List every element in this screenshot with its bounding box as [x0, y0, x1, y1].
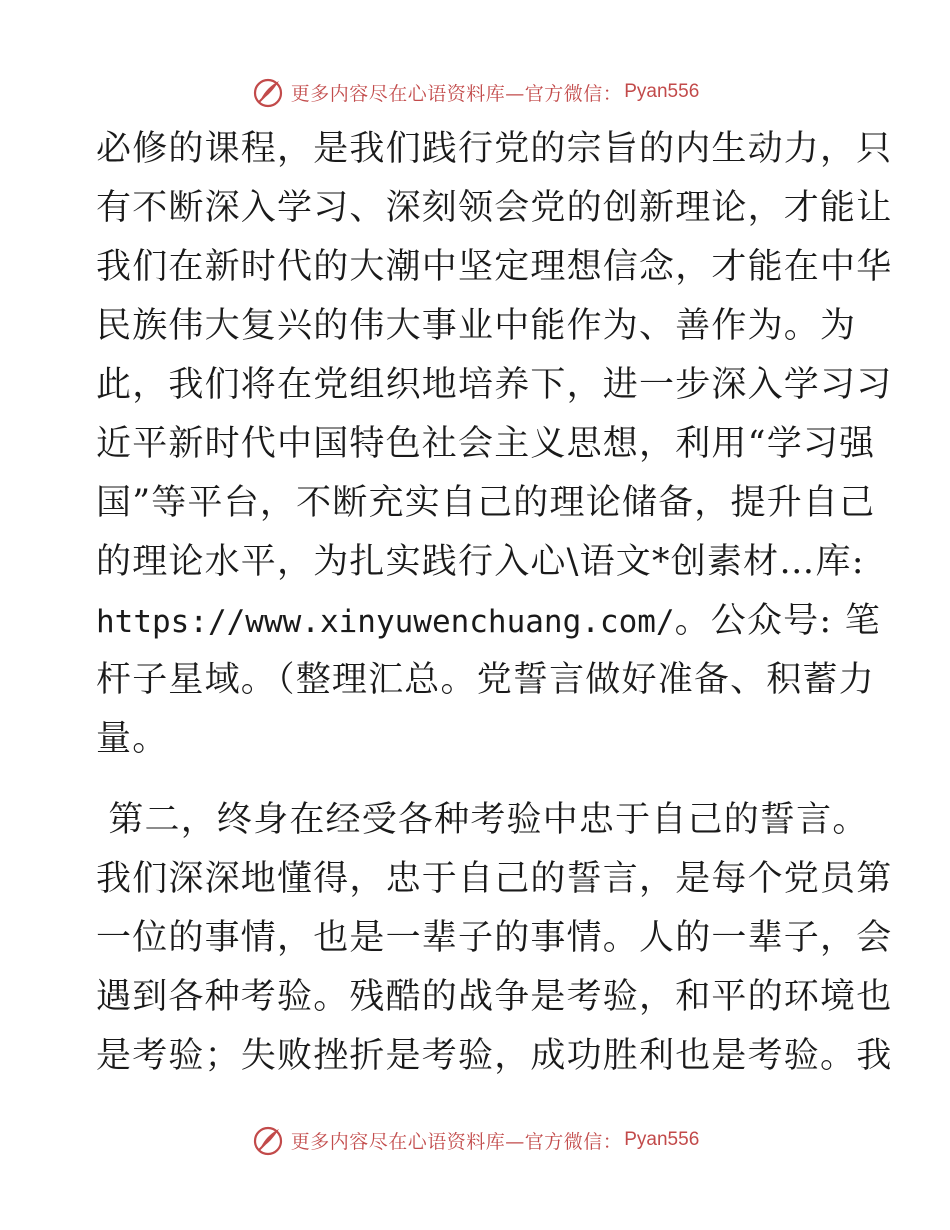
website-url: https://www.xinyuwenchuang.com/	[96, 604, 675, 640]
text-line: 遇到各种考验。残酷的战争是考验，和平的环境也	[96, 977, 893, 1017]
watermark-id: Pyan556	[624, 1129, 700, 1150]
text-line: 量。	[96, 719, 169, 759]
header-watermark	[0, 72, 950, 112]
text-line: 我们在新时代的大潮中坚定理想信念，才能在中华	[96, 247, 893, 287]
feather-logo-icon	[251, 1123, 285, 1157]
text-line: 此，我们将在党组织地培养下，进一步深入学习习	[96, 365, 893, 405]
url-line	[96, 592, 881, 651]
section-heading: 第二，终身在经受各种考验中忠于自己的誓言。	[96, 800, 869, 840]
text-line: 国”等平台，不断充实自己的理论储备，提升自己	[96, 483, 876, 523]
text-line: 是考验；失败挫折是考验，成功胜利也是考验。我	[96, 1036, 893, 1076]
text-line: 杆子星域。（整理汇总。党誓言做好准备、积蓄力	[96, 660, 875, 700]
watermark-text: 更多内容尽在心语资料库—官方微信：	[290, 1130, 623, 1153]
text-line: 一位的事情，也是一辈子的事情。人的一辈子，会	[96, 918, 893, 958]
text-line: 有不断深入学习、深刻领会党的创新理论，才能让	[96, 188, 893, 228]
document-body	[96, 120, 893, 1086]
text-line: 民族伟大复兴的伟大事业中能作为、善作为。为	[96, 306, 857, 346]
footer-watermark	[0, 1120, 950, 1160]
feather-logo-icon	[251, 75, 285, 109]
watermark-id: Pyan556	[624, 81, 700, 102]
text-line: 的理论水平，为扎实践行入心\语文*创素材…库:	[96, 542, 865, 582]
watermark-text: 更多内容尽在心语资料库—官方微信：	[290, 82, 623, 105]
text-line: 必修的课程，是我们践行党的宗旨的内生动力，只	[96, 129, 893, 169]
url-line-rest: 。公众号: 笔	[674, 601, 881, 641]
text-line: 我们深深地懂得，忠于自己的誓言，是每个党员第	[96, 859, 893, 899]
text-line: 近平新时代中国特色社会主义思想，利用“学习强	[96, 424, 876, 464]
